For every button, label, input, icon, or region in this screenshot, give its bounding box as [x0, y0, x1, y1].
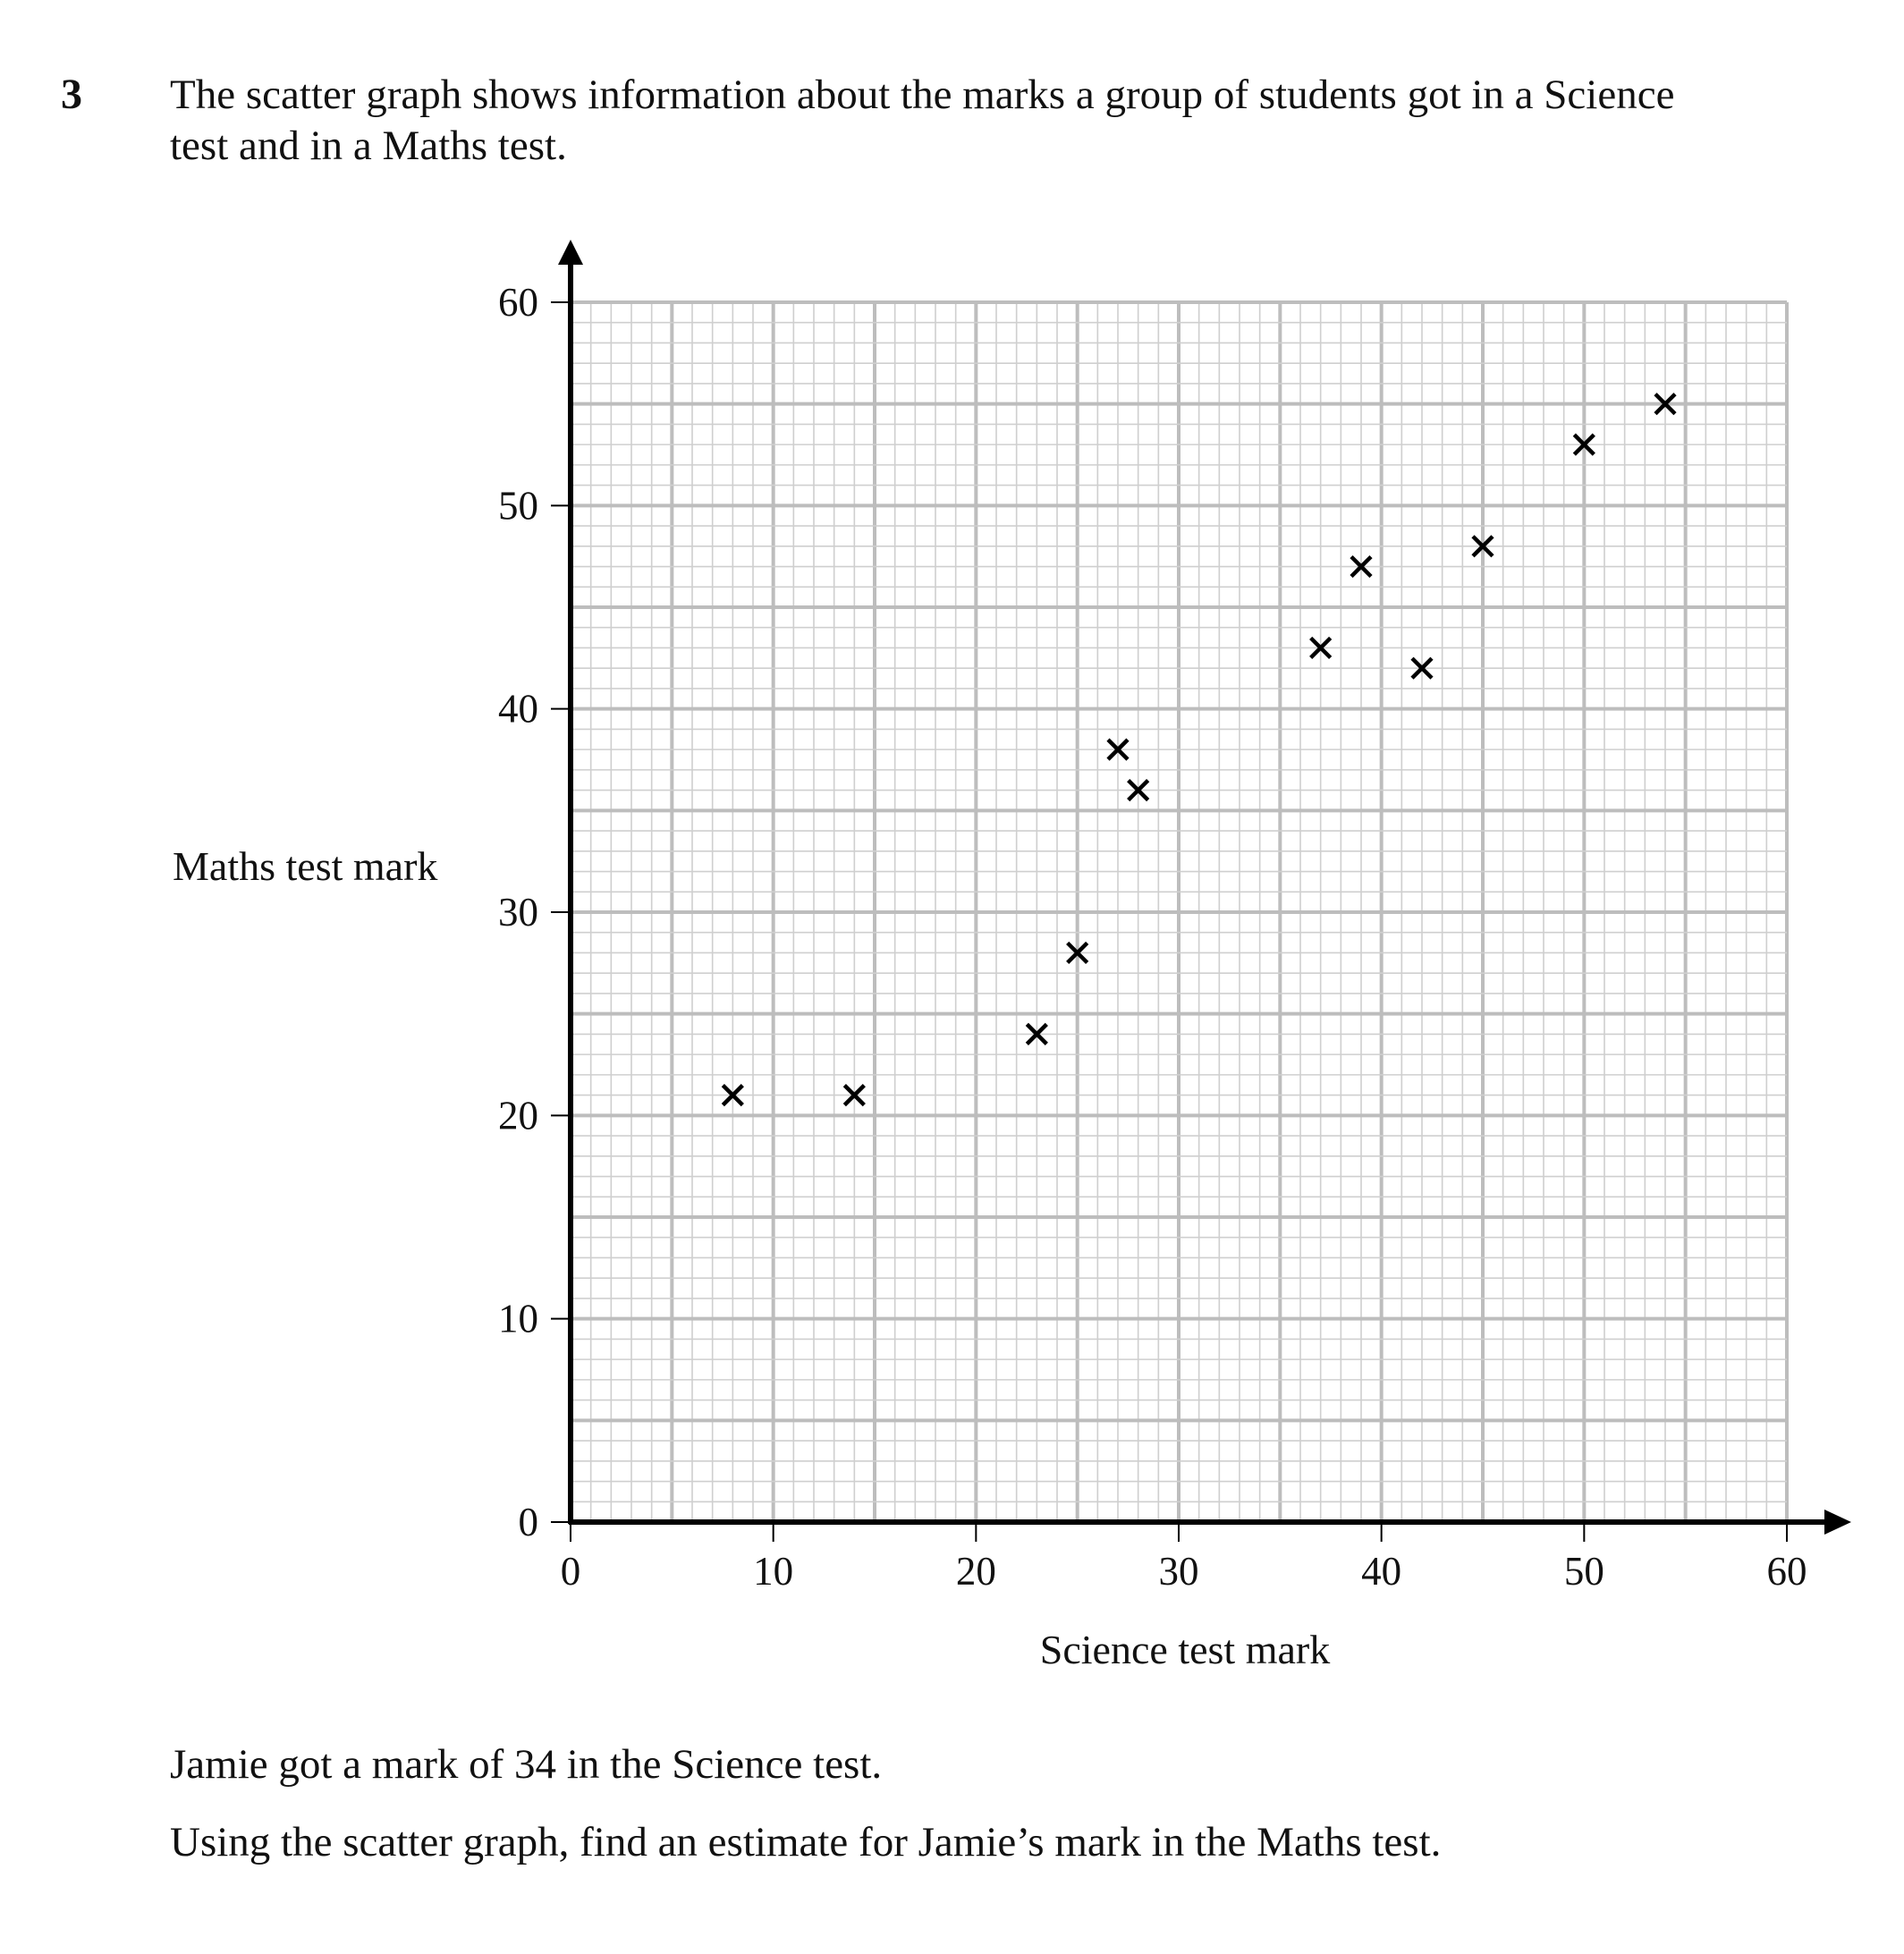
y-tick-label: 50: [498, 483, 538, 529]
intro-line-1: The scatter graph shows information about the marks a group of students got in a Science: [170, 72, 1675, 118]
question-number: 3: [61, 71, 82, 118]
x-tick-label: 30: [1158, 1549, 1199, 1594]
x-tick-label: 20: [955, 1549, 996, 1594]
graph-grid: [571, 302, 1787, 1522]
y-tick-label: 30: [498, 890, 538, 935]
x-tick-label: 40: [1361, 1549, 1402, 1594]
y-tick-label: 40: [498, 686, 538, 732]
question-prompt: Using the scatter graph, find an estimate for Jamie’s mark in the Maths test.: [170, 1819, 1442, 1865]
y-axis-title: Maths test mark: [173, 843, 438, 889]
y-tick-label: 10: [498, 1296, 538, 1341]
x-axis-arrow-icon: [1824, 1510, 1851, 1535]
y-tick-label: 20: [498, 1093, 538, 1138]
graph-axes: [558, 240, 1851, 1535]
x-tick-label: 60: [1766, 1549, 1807, 1594]
y-tick-label: 60: [498, 280, 538, 325]
y-axis-arrow-icon: [558, 240, 583, 265]
y-tick-label: 0: [518, 1500, 538, 1544]
jamie-statement: Jamie got a mark of 34 in the Science test.: [170, 1741, 883, 1788]
x-tick-label: 50: [1563, 1549, 1604, 1594]
x-axis-title: Science test mark: [1039, 1627, 1331, 1672]
graph-ticks: [498, 280, 1807, 1594]
x-tick-label: 10: [753, 1549, 794, 1594]
x-tick-label: 0: [560, 1549, 581, 1594]
intro-line-2: test and in a Maths test.: [170, 123, 567, 169]
